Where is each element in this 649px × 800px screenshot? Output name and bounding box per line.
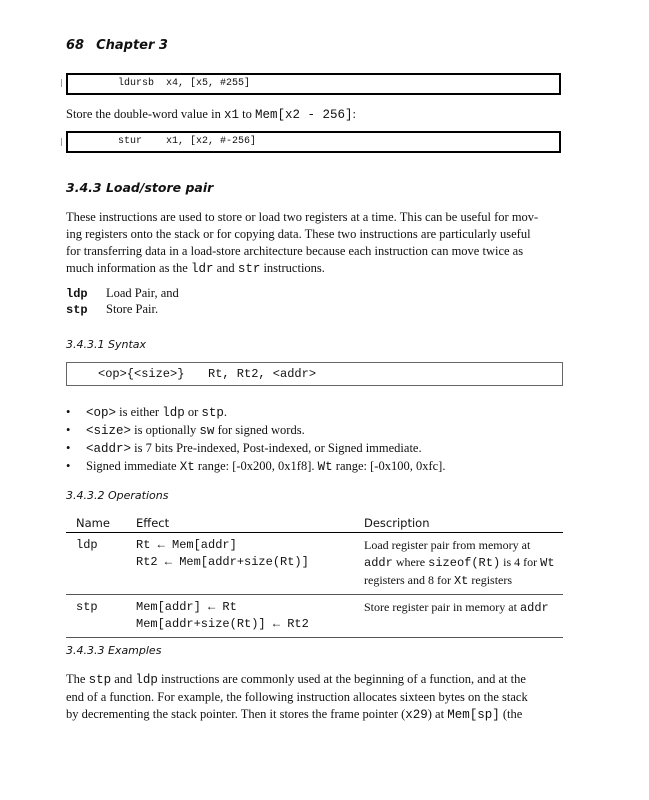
effect-line: Mem[addr+size(Rt)] ← Rt2 [136,617,309,631]
effect-cell [126,595,354,638]
bullet-list [66,404,445,476]
intro-paragraph [66,209,538,278]
text: is optionally [131,423,200,437]
inline-code: ldr [190,262,214,276]
text: or [184,405,202,419]
text: range: [-0x100, 0xfc]. [332,459,446,473]
text: and [213,261,238,275]
syntax-box [66,362,563,386]
text: for signed words. [214,423,305,437]
instruction-name: ldp [66,533,126,595]
inline-code: x1 [223,108,239,122]
inline-code: sizeof(Rt) [428,556,501,570]
text: registers and 8 for [364,573,454,587]
running-header [66,38,180,53]
inline-code: stp [88,673,112,687]
table-row [66,533,563,595]
text-line [66,671,528,689]
inline-code: x29 [405,708,428,722]
effect-cell [126,533,354,595]
inline-code: str [237,262,261,276]
inline-code: Wt [317,460,333,474]
text: Store register pair in memory at [364,600,520,614]
definition-item [66,302,179,318]
definition-term: stp [66,303,88,317]
text: (the [499,707,523,721]
text: . [223,405,228,419]
inline-code: addr [519,601,549,615]
inline-code: Wt [540,556,555,570]
page-number: 68 [66,38,85,53]
definition-desc: Store Pair. [106,302,159,316]
description-line [364,554,557,572]
operations-table [66,514,563,638]
bullet-item [66,422,445,440]
effect-line: Mem[addr] ← Rt [136,600,237,614]
text: registers [468,573,513,587]
table-header-row [66,514,563,533]
syntax-op: <op>{<size>} [98,367,185,381]
inline-code: addr [364,556,393,570]
inline-code: ldp [162,406,185,420]
text: by decrementing the stack pointer. Then it stores the frame pointer ( [66,707,406,721]
text-line: end of a function. For example, the following instruction allocates sixteen bytes on the stack [66,690,528,704]
definition-list [66,286,179,318]
inline-code: ldp [135,673,158,687]
code-block [66,131,561,153]
code-line: stur x1, [x2, #-256] [118,136,257,147]
chapter-label: Chapter 3 [96,38,168,53]
description-line: Load register pair from memory at [364,538,531,552]
text: instructions are commonly used at the beginning of a function, and at the [157,672,526,686]
text: : [352,107,356,121]
text-line: for transferring data in a load-store architecture because each instruction can move twice as [66,244,524,258]
bullet-item [66,404,445,422]
examples-heading: 3.4.3.3 Examples [66,644,162,657]
definition-desc: Load Pair, and [106,286,179,300]
column-header-effect: Effect [126,514,354,533]
text-line [66,260,538,278]
description-line [364,572,557,590]
text: ) at [427,707,448,721]
inline-code: Xt [179,460,195,474]
text: range: [-0x200, 0x1f8]. [194,459,318,473]
text: where [392,555,429,569]
bullet-item [66,440,445,458]
inline-code: <addr> [86,442,132,456]
text: to [238,107,255,121]
description-cell [354,595,563,638]
text: and [111,672,136,686]
text: is 4 for [500,555,541,569]
definition-item [66,286,179,302]
instruction-name: stp [66,595,126,638]
syntax-heading: 3.4.3.1 Syntax [66,338,147,351]
operations-heading: 3.4.3.2 Operations [66,489,169,502]
text: is 7 bits Pre-indexed, Post-indexed, or Signed immediate. [131,441,422,455]
inline-code: <op> [86,406,117,420]
text: is either [116,405,163,419]
text: The [66,672,89,686]
effect-line: Rt2 ← Mem[addr+size(Rt)] [136,555,309,569]
inline-code: sw [199,424,215,438]
code-line: ldursb x4, [x5, #255] [118,78,251,89]
inline-code: Mem[x2 - 256] [254,108,353,122]
code-block [66,73,561,95]
text: Store the double-word value in [66,107,224,121]
bullet-item [66,458,445,476]
description-line [364,599,557,617]
section-heading: 3.4.3 Load/store pair [66,180,214,195]
inline-code: Xt [453,574,469,588]
margin-tick [61,79,62,87]
description-cell [354,533,563,595]
text: much information as the [66,261,191,275]
inline-code: stp [201,406,224,420]
store-sentence [66,106,356,124]
text: Signed immediate [86,459,180,473]
text: instructions. [260,261,325,275]
effect-line: Rt ← Mem[addr] [136,538,237,552]
column-header-name: Name [66,514,126,533]
table-row [66,595,563,638]
syntax-args: Rt, Rt2, <addr> [208,367,317,381]
column-header-description: Description [354,514,563,533]
text-line [66,706,528,724]
text-line: ing registers onto the stack or for copying data. These two instructions are particularly useful [66,227,531,241]
inline-code: <size> [86,424,132,438]
margin-tick [61,138,62,146]
examples-paragraph [66,671,528,724]
definition-term: ldp [66,287,88,301]
text-line: These instructions are used to store or load two registers at a time. This can be useful for mov- [66,210,539,224]
inline-code: Mem[sp] [447,708,500,722]
